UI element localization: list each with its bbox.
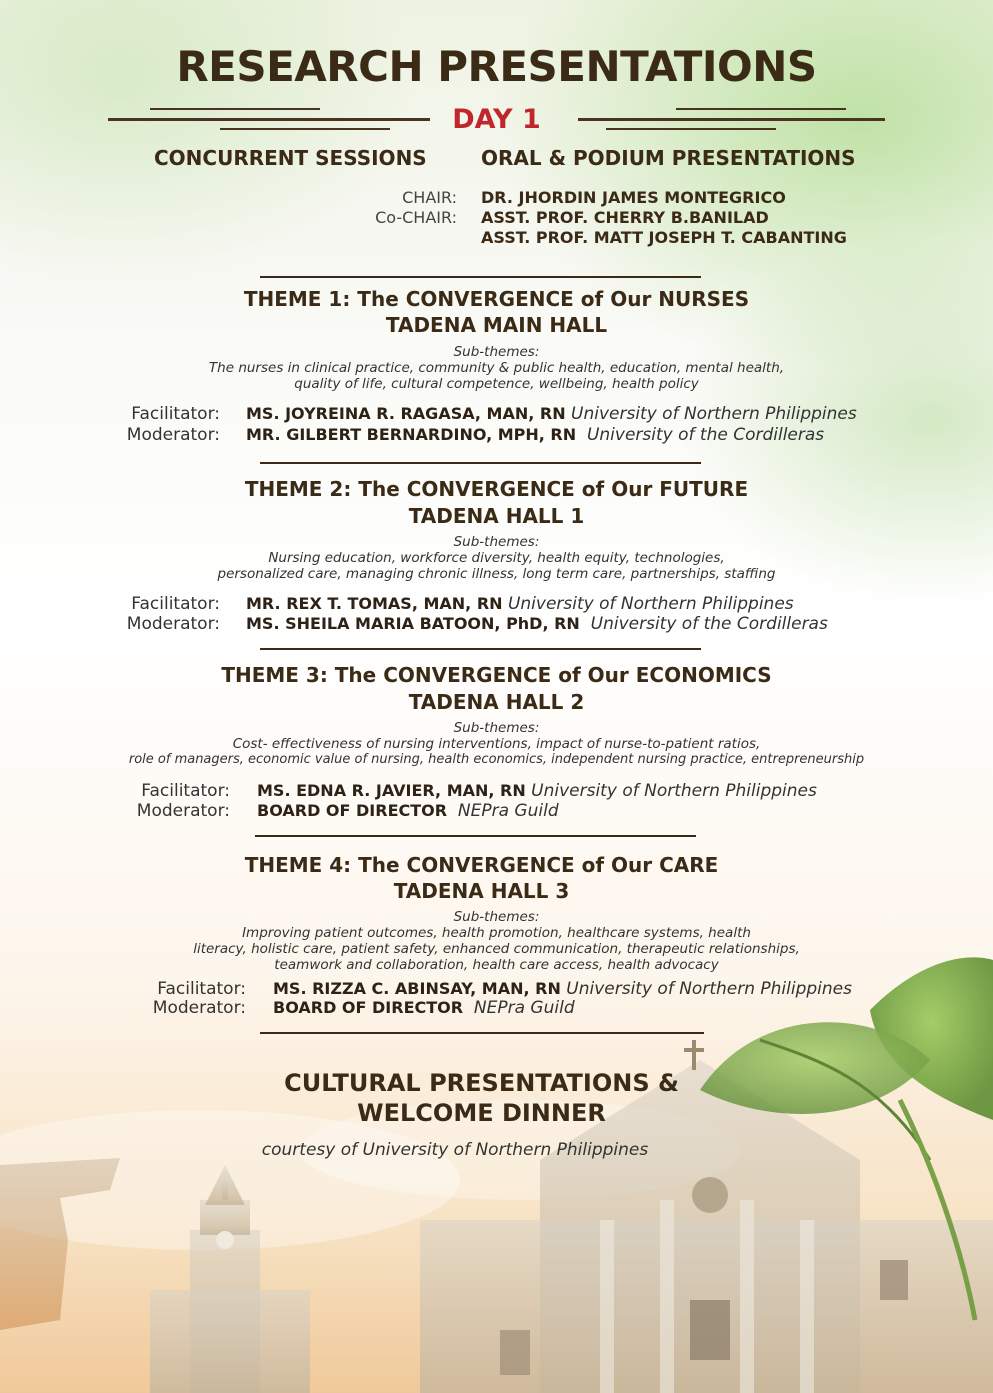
sub-themes-line: Improving patient outcomes, health promotion, healthcare systems, health: [242, 925, 751, 941]
moderator-entry: [246, 614, 828, 634]
cochair-name-2: ASST. PROF. MATT JOSEPH T. CABANTING: [481, 228, 847, 247]
moderator-org: University of the Cordilleras: [586, 425, 825, 445]
chair-label: CHAIR:: [402, 188, 457, 207]
sub-themes-label: Sub-themes:: [453, 720, 540, 736]
theme-title: THEME 2: The CONVERGENCE of Our FUTURE: [244, 477, 749, 501]
sub-themes-line: The nurses in clinical practice, community & public health, education, mental health,: [208, 360, 785, 376]
cultural-heading-line-1: CULTURAL PRESENTATIONS &: [284, 1069, 679, 1097]
section-divider: [260, 648, 701, 650]
theme-title: THEME 3: The CONVERGENCE of Our ECONOMICS: [221, 663, 772, 687]
facilitator-entry: [273, 979, 852, 999]
section-divider: [255, 835, 696, 837]
moderator-org: NEPra Guild: [457, 801, 559, 821]
concurrent-sessions-heading: CONCURRENT SESSIONS: [154, 146, 427, 170]
moderator-entry: [246, 425, 824, 445]
facilitator-name: MS. JOYREINA R. RAGASA, MAN, RN: [246, 404, 566, 423]
sub-themes-line: Cost- effectiveness of nursing interventions, impact of nurse-to-patient ratios,: [232, 736, 761, 752]
sub-themes-label: Sub-themes:: [453, 909, 540, 925]
moderator-name: BOARD OF DIRECTOR: [273, 998, 464, 1017]
theme-title: THEME 1: The CONVERGENCE of Our NURSES: [243, 287, 750, 311]
section-divider: [260, 276, 701, 278]
facilitator-name: MR. REX T. TOMAS, MAN, RN: [246, 594, 503, 613]
theme-venue: TADENA MAIN HALL: [385, 313, 608, 337]
sub-themes-label: Sub-themes:: [453, 534, 540, 550]
moderator-name: MS. SHEILA MARIA BATOON, PhD, RN: [246, 614, 580, 633]
moderator-label: Moderator:: [136, 801, 230, 821]
facilitator-org: University of Northern Philippines: [566, 979, 852, 999]
day-label: DAY 1: [452, 104, 541, 135]
moderator-entry: [273, 998, 575, 1018]
oral-podium-heading: ORAL & PODIUM PRESENTATIONS: [481, 146, 856, 170]
facilitator-org: University of Northern Philippines: [571, 404, 857, 424]
sub-themes-line: quality of life, cultural competence, wellbeing, health policy: [294, 376, 699, 392]
courtesy-note: courtesy of University of Northern Philippines: [261, 1140, 649, 1160]
sub-themes-line: literacy, holistic care, patient safety, enhanced communication, therapeutic relationships,: [193, 941, 800, 957]
moderator-org: NEPra Guild: [473, 998, 575, 1018]
section-divider: [260, 1032, 704, 1034]
theme-venue: TADENA HALL 1: [408, 504, 585, 528]
sub-themes-line: personalized care, managing chronic illness, long term care, partnerships, staffing: [217, 566, 776, 582]
section-divider: [260, 462, 701, 464]
chair-name: DR. JHORDIN JAMES MONTEGRICO: [481, 188, 786, 207]
moderator-name: BOARD OF DIRECTOR: [257, 801, 448, 820]
moderator-name: MR. GILBERT BERNARDINO, MPH, RN: [246, 425, 577, 444]
facilitator-org: University of Northern Philippines: [507, 594, 794, 614]
moderator-label: Moderator:: [152, 998, 246, 1018]
facilitator-name: MS. EDNA R. JAVIER, MAN, RN: [257, 781, 526, 800]
cultural-heading-line-2: WELCOME DINNER: [357, 1099, 606, 1127]
cochair-name-1: ASST. PROF. CHERRY B.BANILAD: [481, 208, 769, 227]
facilitator-label: Facilitator:: [131, 404, 220, 424]
facilitator-org: University of Northern Philippines: [531, 781, 817, 801]
theme-venue: TADENA HALL 2: [408, 690, 585, 714]
page-title: RESEARCH PRESENTATIONS: [176, 42, 817, 91]
cochair-label: Co-CHAIR:: [375, 208, 457, 227]
sub-themes-label: Sub-themes:: [453, 344, 540, 360]
facilitator-label: Facilitator:: [131, 594, 220, 614]
moderator-label: Moderator:: [126, 614, 220, 634]
moderator-org: University of the Cordilleras: [590, 614, 828, 634]
facilitator-entry: [246, 404, 857, 424]
theme-venue: TADENA HALL 3: [393, 879, 570, 903]
facilitator-name: MS. RIZZA C. ABINSAY, MAN, RN: [273, 979, 561, 998]
moderator-label: Moderator:: [126, 425, 220, 445]
sub-themes-line: Nursing education, workforce diversity, health equity, technologies,: [268, 550, 725, 566]
facilitator-entry: [246, 594, 794, 614]
facilitator-entry: [257, 781, 817, 801]
sub-themes-line: role of managers, economic value of nursing, health economics, independent nursing practice, entrepreneurship: [128, 752, 865, 767]
moderator-entry: [257, 801, 559, 821]
theme-title: THEME 4: The CONVERGENCE of Our CARE: [244, 853, 719, 877]
facilitator-label: Facilitator:: [141, 781, 230, 801]
sub-themes-line: teamwork and collaboration, health care access, health advocacy: [274, 957, 719, 973]
facilitator-label: Facilitator:: [157, 979, 246, 999]
